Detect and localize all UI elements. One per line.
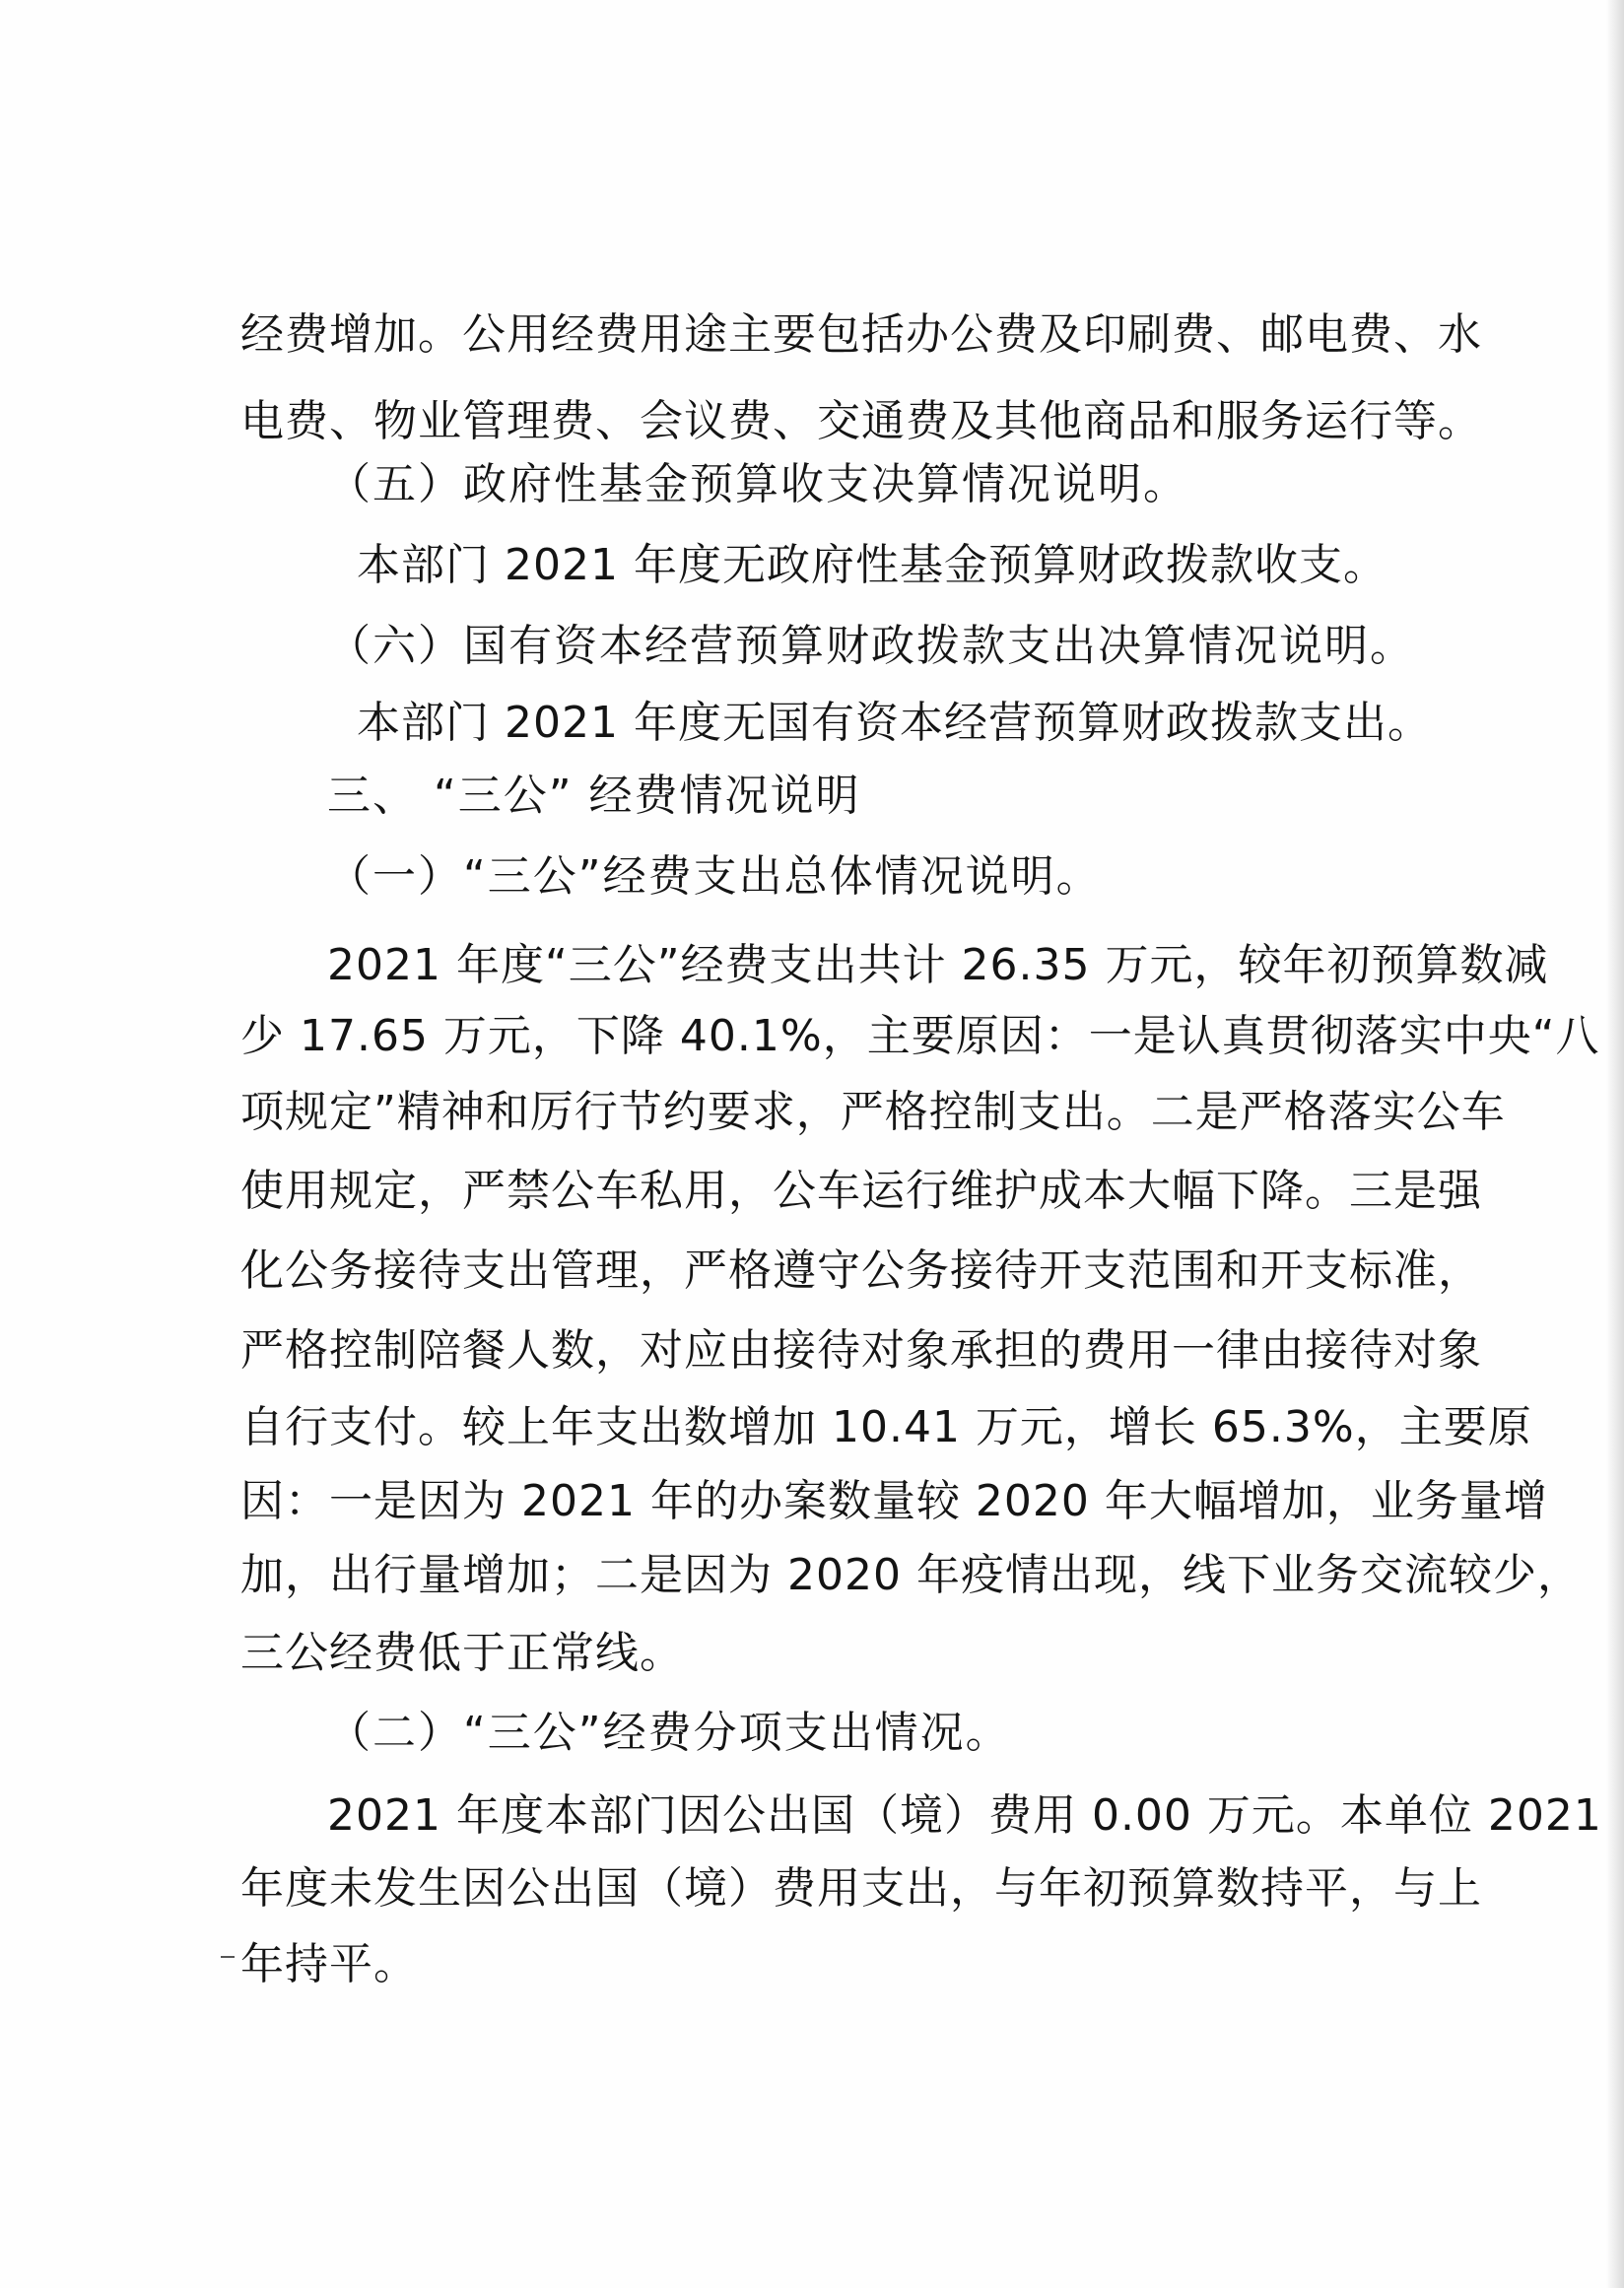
section-heading-five: （五）政府性基金预算收支决算情况说明。 xyxy=(327,459,1188,509)
section-heading-six: （六）国有资本经营预算财政拨款支出决算情况说明。 xyxy=(327,621,1415,671)
paragraph-line: 年持平。 xyxy=(240,1939,418,1989)
paragraph-line: 项规定”精神和厉行节约要求，严格控制支出。二是严格落实公车 xyxy=(240,1087,1506,1137)
scan-shadow-edge xyxy=(1606,0,1624,2288)
scan-speck-mark xyxy=(221,1956,235,1958)
paragraph-line: 2021 年度“三公”经费支出共计 26.35 万元，较年初预算数减 xyxy=(327,940,1549,990)
paragraph-line: 经费增加。公用经费用途主要包括办公费及印刷费、邮电费、水 xyxy=(240,309,1482,360)
paragraph-line: 2021 年度本部门因公出国（境）费用 0.00 万元。本单位 2021 xyxy=(327,1790,1602,1841)
paragraph-line: 本部门 2021 年度无政府性基金预算财政拨款收支。 xyxy=(357,540,1387,590)
paragraph-line: 严格控制陪餐人数，对应由接待对象承担的费用一律由接待对象 xyxy=(240,1325,1482,1376)
paragraph-line: 加，出行量增加；二是因为 2020 年疫情出现，线下业务交流较少， xyxy=(240,1550,1582,1600)
paragraph-line: 电费、物业管理费、会议费、交通费及其他商品和服务运行等。 xyxy=(240,396,1482,446)
paragraph-line: 使用规定，严禁公车私用，公车运行维护成本大幅下降。三是强 xyxy=(240,1166,1482,1216)
subsection-heading-two: （二）“三公”经费分项支出情况。 xyxy=(327,1708,1011,1758)
paragraph-line: 年度未发生因公出国（境）费用支出，与年初预算数持平，与上 xyxy=(240,1863,1482,1914)
paragraph-line: 少 17.65 万元，下降 40.1%，主要原因：一是认真贯彻落实中央“八 xyxy=(240,1011,1600,1061)
paragraph-line: 因：一是因为 2021 年的办案数量较 2020 年大幅增加，业务量增 xyxy=(240,1476,1548,1526)
section-heading-three: 三、 “三公” 经费情况说明 xyxy=(327,771,861,821)
paragraph-line: 本部门 2021 年度无国有资本经营预算财政拨款支出。 xyxy=(357,698,1432,748)
paragraph-line: 自行支付。较上年支出数增加 10.41 万元，增长 65.3%，主要原 xyxy=(240,1402,1532,1452)
paragraph-line: 三公经费低于正常线。 xyxy=(240,1628,684,1678)
subsection-heading-one: （一）“三公”经费支出总体情况说明。 xyxy=(327,851,1102,902)
paragraph-line: 化公务接待支出管理，严格遵守公务接待开支范围和开支标准， xyxy=(240,1245,1482,1296)
